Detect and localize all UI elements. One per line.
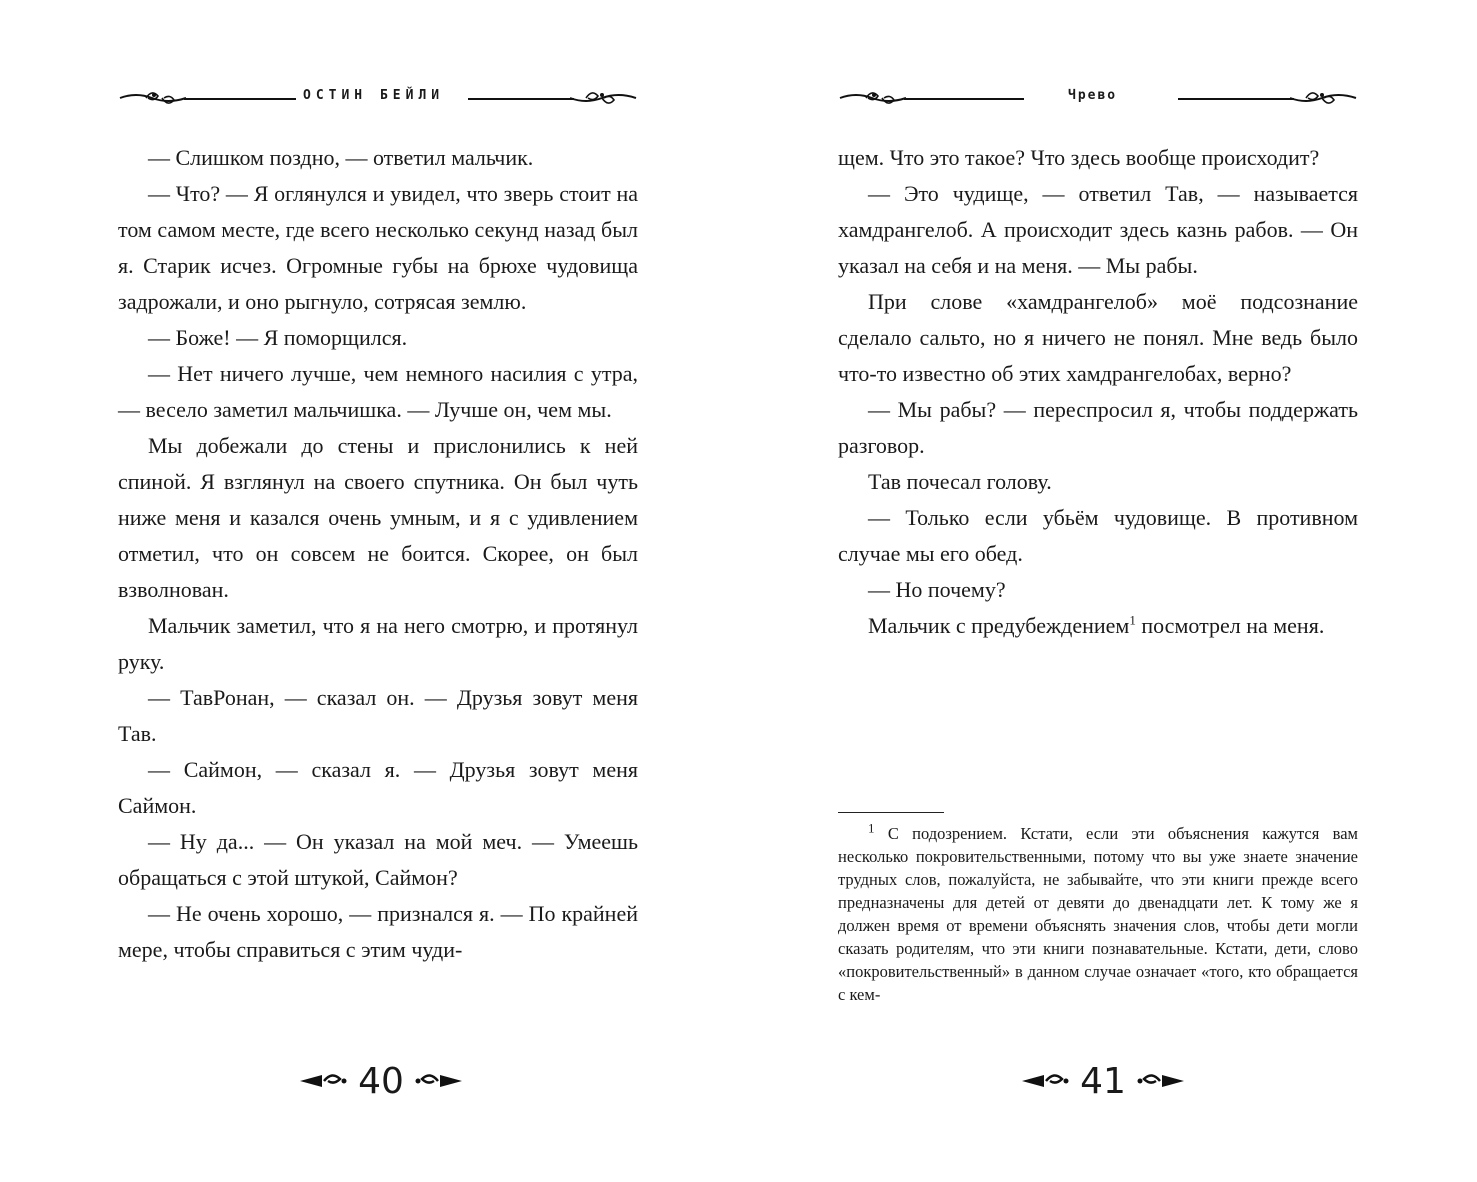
ornament-right-icon bbox=[1288, 86, 1358, 110]
paragraph bbox=[838, 608, 1358, 644]
paragraph: щем. Что это такое? Что здесь вообще происходит? bbox=[838, 145, 1320, 170]
paragraph: — Не очень хорошо, — признался я. — По крайней мере, чтобы справиться с этим чуди- bbox=[118, 901, 638, 962]
paragraph: — Что? — Я оглянулся и увидел, что зверь стоит на том самом месте, где всего несколько секунд назад был я. Старик исчез. Огромные губы на брюхе чудовища задрожали, и оно рыгнуло, сотрясая землю. bbox=[118, 181, 638, 314]
paragraph: — Только если убьём чудовище. В противном случае мы его обед. bbox=[838, 505, 1358, 566]
paragraph: При слове «хамдрангелоб» моё подсознание сделало сальто, но я ничего не понял. Мне ведь было что-то известно об этих хамдрангелобах, верно? bbox=[838, 289, 1358, 386]
left-page bbox=[118, 0, 638, 1182]
paragraph: — Это чудище, — ответил Тав, — называется хамдрангелоб. А происходит здесь казнь рабов. — Он указал на себя и на меня. — Мы рабы. bbox=[838, 181, 1358, 278]
footnote-reference[interactable]: 1 bbox=[1129, 612, 1136, 628]
right-page bbox=[838, 0, 1358, 1182]
paragraph: Мы добежали до стены и прислонились к ней спиной. Я взглянул на своего спутника. Он был чуть ниже меня и казался очень умным, и я с удивлением отметил, что он совсем не боится. Скорее, он был взволнован. bbox=[118, 433, 638, 602]
page-number-text: 40 bbox=[358, 1061, 404, 1102]
page-number-text: 41 bbox=[1080, 1061, 1126, 1102]
paragraph: — Ну да... — Он указал на мой меч. — Умеешь обращаться с этой штукой, Саймон? bbox=[118, 829, 638, 890]
paragraph: — Саймон, — сказал я. — Друзья зовут меня Саймон. bbox=[118, 757, 638, 818]
footnote-marker: 1 bbox=[868, 820, 875, 836]
footnote-divider bbox=[838, 812, 944, 813]
paragraph: — Мы рабы? — переспросил я, чтобы поддержать разговор. bbox=[838, 397, 1358, 458]
footnote bbox=[838, 822, 1358, 1006]
page-number bbox=[1028, 1060, 1178, 1104]
paragraph: — Боже! — Я поморщился. bbox=[148, 325, 408, 350]
ornament-left-icon bbox=[118, 86, 188, 110]
ornament-left-icon bbox=[838, 86, 908, 110]
header-chapter: Чрево bbox=[1068, 88, 1118, 103]
paragraph: — Но почему? bbox=[868, 577, 1006, 602]
folio-ornament-right-icon bbox=[412, 1070, 462, 1092]
paragraph-text: посмотрел на меня. bbox=[1135, 613, 1325, 638]
paragraph: — Слишком поздно, — ответил мальчик. bbox=[148, 145, 534, 170]
paragraph: — ТавРонан, — сказал он. — Друзья зовут меня Тав. bbox=[118, 685, 638, 746]
paragraph: Мальчик заметил, что я на него смотрю, и протянул руку. bbox=[118, 613, 638, 674]
paragraph: Тав почесал голову. bbox=[868, 469, 1052, 494]
running-header bbox=[838, 86, 1358, 112]
running-header bbox=[118, 86, 638, 112]
paragraph-text: Мальчик с предубеждением bbox=[868, 613, 1130, 638]
folio-ornament-right-icon bbox=[1134, 1070, 1184, 1092]
body-text bbox=[118, 140, 638, 968]
page-number bbox=[306, 1060, 456, 1104]
header-author: ОСТИН БЕЙЛИ bbox=[303, 88, 445, 103]
paragraph: — Нет ничего лучше, чем немного насилия с утра, — весело заметил мальчишка. — Лучше он, чем мы. bbox=[118, 361, 638, 422]
ornament-right-icon bbox=[568, 86, 638, 110]
footnote-text: С подозрением. Кстати, если эти объяснения кажутся вам несколько покровительственными, потому что вы уже знаете значение трудных слов, пожалуйста, не забывайте, что эти книги прежде всего предназначены для детей от девяти до двенадцати лет. К тому же я должен время от времени объяснять значения слов, чтобы дети могли сказать родителям, что эти книги познавательные. Кстати, дети, слово «покровительственный» в данном случае означает «того, кто обращается с кем- bbox=[838, 824, 1358, 1004]
body-text bbox=[838, 140, 1358, 644]
